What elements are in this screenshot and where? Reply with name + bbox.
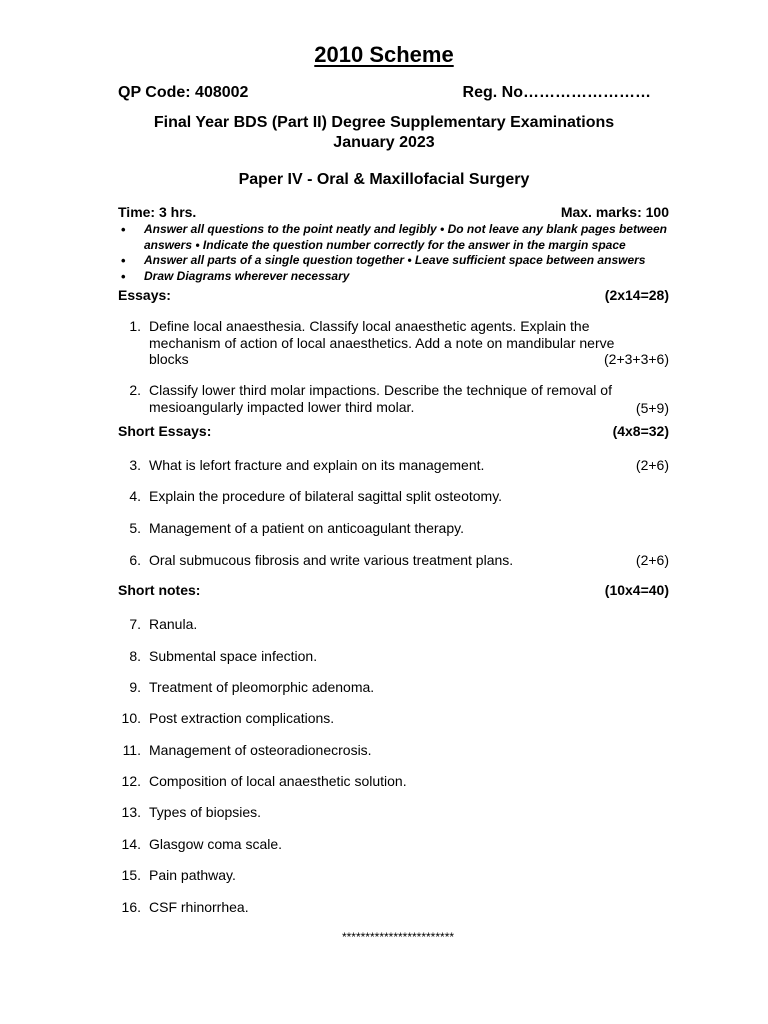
question-number: 11. (122, 742, 141, 758)
question-text: Explain the procedure of bilateral sagittal split osteotomy. (149, 488, 503, 504)
question-number: 4. (129, 488, 141, 504)
question-number: 13. (121, 804, 141, 820)
end-marker: ************************ (341, 930, 455, 944)
section-essays (118, 287, 669, 303)
question-number: 8. (129, 648, 141, 664)
section-title: Short Essays: (118, 423, 212, 439)
section-marks: (4x8=32) (612, 423, 669, 439)
question-text: Types of biopsies. (149, 804, 262, 820)
question-text: Ranula. (149, 616, 198, 632)
section-marks: (10x4=40) (604, 582, 669, 598)
paper-title: Paper IV - Oral & Maxillofacial Surgery (238, 171, 530, 188)
question-number: 9. (129, 679, 141, 695)
question-text: Management of osteoradionecrosis. (149, 742, 372, 758)
section-marks: (2x14=28) (604, 287, 669, 303)
scheme-title: 2010 Scheme (314, 42, 454, 67)
question-text: Management of a patient on anticoagulant therapy. (149, 520, 464, 536)
question-number: 2. (129, 382, 141, 398)
question-number: 3. (129, 457, 141, 473)
question-marks: (2+6) (635, 457, 669, 473)
question-number: 5. (129, 520, 141, 536)
instruction-item: • Answer all questions to the point neatly and legibly • Do not leave any blank pages between answers • Indicate the question number correctly for the answer in the margin space (118, 222, 669, 253)
question-text: Pain pathway. (149, 867, 236, 883)
exam-title: Final Year BDS (Part II) Degree Supplementary Examinations (153, 114, 615, 131)
time-marks-row (118, 204, 669, 220)
reg-no: Reg. No…………………… (462, 84, 651, 101)
question-number: 1. (129, 318, 141, 334)
section-title: Short notes: (118, 582, 201, 598)
instructions-list (118, 222, 669, 284)
question-text: Post extraction complications. (149, 710, 335, 726)
time-allowed: Time: 3 hrs. (118, 204, 197, 220)
question-text: What is lefort fracture and explain on its management. (149, 457, 485, 473)
section-title: Essays: (118, 287, 171, 303)
max-marks: Max. marks: 100 (560, 204, 669, 220)
question-number: 12. (121, 773, 141, 789)
section-short-notes (118, 582, 669, 598)
question-number: 16. (121, 899, 141, 915)
question-text: Classify lower third molar impactions. Describe the technique of removal of mesioangularly impacted lower third molar. (149, 382, 612, 415)
qp-code: QP Code: 408002 (118, 84, 249, 101)
question-number: 10. (121, 710, 141, 726)
question-number: 14. (121, 836, 141, 852)
question-number: 6. (129, 552, 141, 568)
question-text: Treatment of pleomorphic adenoma. (149, 679, 375, 695)
code-row (118, 84, 669, 102)
question-marks: (5+9) (635, 400, 669, 416)
question-text: Composition of local anaesthetic solution. (149, 773, 407, 789)
instruction-item: • Draw Diagrams wherever necessary (118, 269, 669, 285)
exam-date: January 2023 (333, 134, 435, 151)
question-text: Define local anaesthesia. Classify local anaesthetic agents. Explain the mechanism of action of local anaesthetics. Add a note on mandibular nerve blocks (149, 318, 615, 367)
question-marks: (2+3+3+6) (604, 351, 669, 367)
question-text: Submental space infection. (149, 648, 318, 664)
question-number: 7. (129, 616, 141, 632)
question-number: 15. (121, 867, 141, 883)
question-text: Glasgow coma scale. (149, 836, 283, 852)
question-marks: (2+6) (635, 552, 669, 568)
question-text: Oral submucous fibrosis and write various treatment plans. (149, 552, 514, 568)
section-short-essays (118, 423, 669, 439)
instruction-item: • Answer all parts of a single question together • Leave sufficient space between answers (118, 253, 669, 269)
question-text: CSF rhinorrhea. (149, 899, 249, 915)
